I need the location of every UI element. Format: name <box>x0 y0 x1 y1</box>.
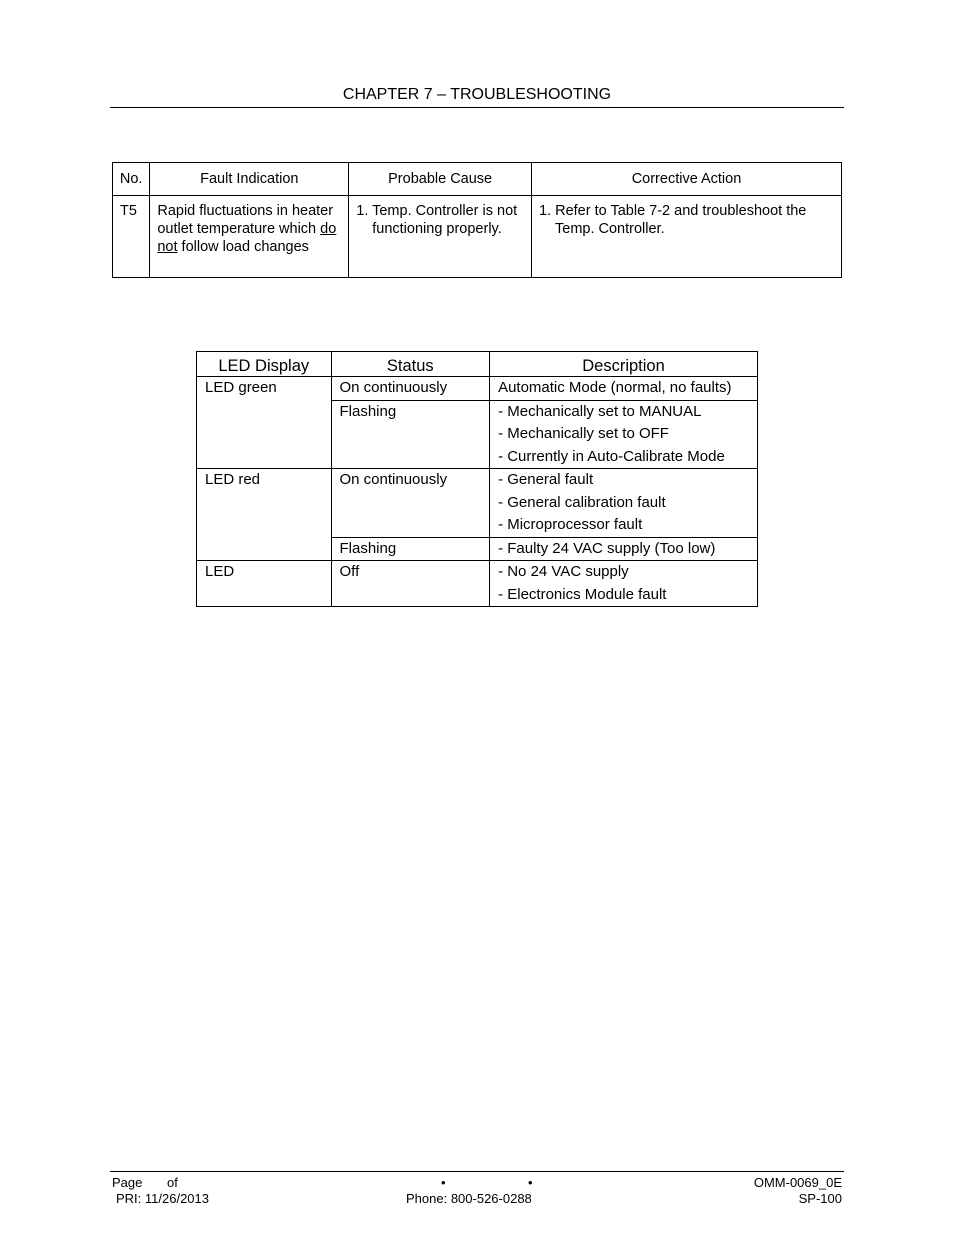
status-cell: Off <box>331 561 490 607</box>
footer-pri-date: PRI: 11/26/2013 <box>116 1191 209 1206</box>
description-line: - Electronics Module fault <box>498 585 667 603</box>
description-line: - Mechanically set to OFF <box>498 425 669 442</box>
description-line: - Currently in Auto-Calibrate Mode <box>498 447 725 465</box>
footer-bullet: • <box>441 1175 446 1190</box>
probable-cause-cell <box>349 196 532 278</box>
fault-text-end: follow load changes <box>177 239 309 255</box>
status-cell: On continuously <box>331 377 490 401</box>
status-cell: Flashing <box>331 400 490 469</box>
table-header-row <box>113 163 842 196</box>
col-header-probable-cause: Probable Cause <box>349 163 532 196</box>
footer-divider <box>110 1171 844 1172</box>
corrective-action-item: 1. Refer to Table 7-2 and troubleshoot the Temp. Controller. <box>539 203 807 237</box>
fault-text: Rapid fluctuations in heater outlet temperature which <box>157 203 334 237</box>
col-header-no: No. <box>113 163 150 196</box>
description-cell <box>490 377 758 401</box>
table-row <box>113 196 842 278</box>
footer-doc-id: OMM-0069_0E <box>753 1175 842 1190</box>
description-line: - Faulty 24 VAC supply (Too low) <box>498 539 716 557</box>
troubleshooting-table <box>112 162 842 278</box>
description-cell <box>490 537 758 561</box>
col-header-corrective-action: Corrective Action <box>532 163 842 196</box>
table-header-row <box>197 352 758 377</box>
led-display-cell: LED <box>197 561 332 607</box>
footer-phone: Phone: 800-526-0288 <box>406 1191 532 1206</box>
description-cell <box>490 400 758 469</box>
page-header-title: CHAPTER 7 – TROUBLESHOOTING <box>342 86 612 103</box>
description-cell <box>490 469 758 538</box>
table-row <box>197 469 758 538</box>
fault-emphasis: do not <box>157 221 337 255</box>
description-line: Automatic Mode (normal, no faults) <box>498 379 732 396</box>
fault-indication-cell <box>150 196 349 278</box>
header-divider <box>110 107 844 108</box>
corrective-action-cell <box>532 196 842 278</box>
led-status-table <box>196 351 758 607</box>
col-header-led-display: LED Display <box>197 352 332 377</box>
description-cell <box>490 561 758 607</box>
col-header-fault-indication: Fault Indication <box>150 163 349 196</box>
led-display-cell: LED red <box>197 469 332 561</box>
status-cell: On continuously <box>331 469 490 538</box>
description-line: - General calibration fault <box>498 493 666 511</box>
footer-model: SP-100 <box>798 1191 842 1206</box>
description-line: - No 24 VAC supply <box>498 563 629 580</box>
footer-page-label: Page <box>112 1175 143 1190</box>
probable-cause-item: 1. Temp. Controller is not functioning properly. <box>356 203 518 237</box>
fault-number: T5 <box>113 196 150 278</box>
description-line: - Microprocessor fault <box>498 516 643 533</box>
description-line: - Mechanically set to MANUAL <box>498 402 702 420</box>
table-row <box>197 377 758 401</box>
description-line: - General fault <box>498 471 594 488</box>
footer-bullet: • <box>528 1175 533 1190</box>
col-header-description: Description <box>490 352 758 377</box>
col-header-status: Status <box>331 352 490 377</box>
status-cell: Flashing <box>331 537 490 561</box>
led-display-cell: LED green <box>197 377 332 469</box>
table-row <box>197 561 758 607</box>
footer-of-label: of <box>167 1175 178 1190</box>
